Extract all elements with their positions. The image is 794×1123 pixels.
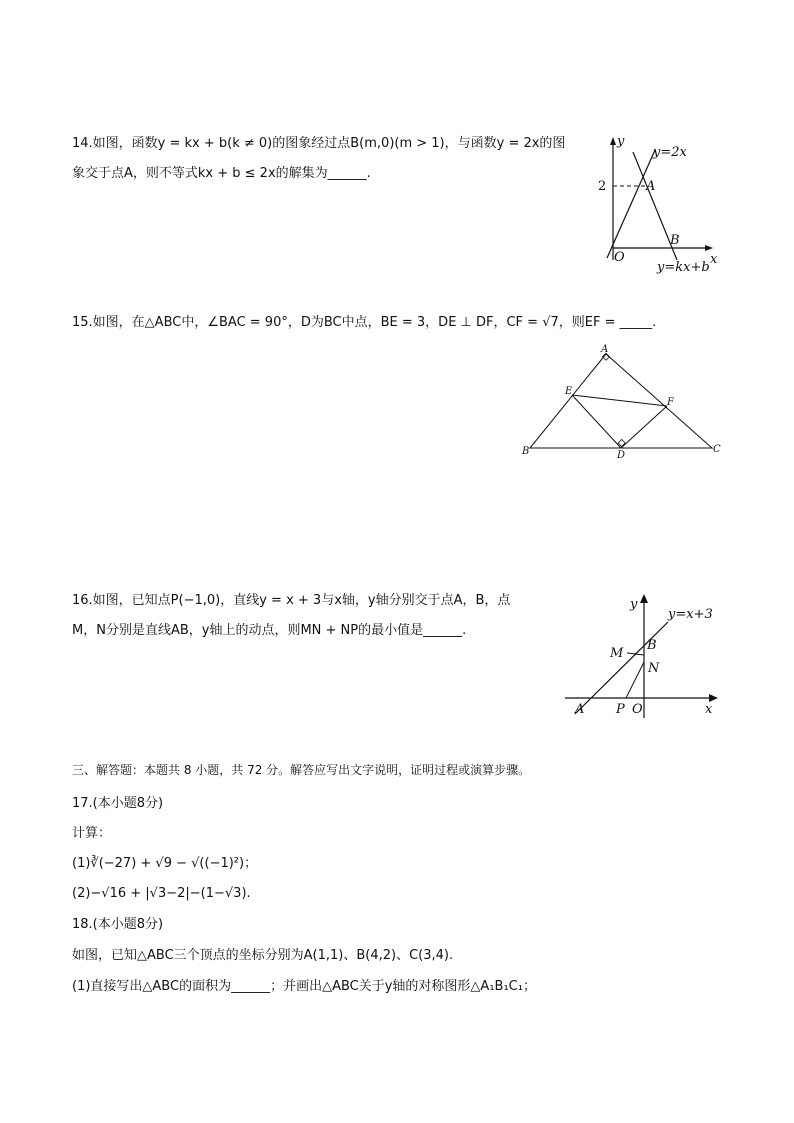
q15-text-line-1: 15.如图，在△ABC中，∠BAC = 90°，D为BC中点，BE = 3，DE ⊥ DF，CF = √7，则EF = _____. [72, 315, 657, 330]
q16-text-line-1: 16.如图，已知点P(−1,0)，直线y = x + 3与x轴，y轴分别交于点A，B，点 [72, 593, 511, 608]
q17-part-2: (2)−√16 + |√3−2|−(1−√3). [72, 886, 251, 901]
q18-part-1: (1)直接写出△ABC的面积为______；并画出△ABC关于y轴的对称图形△A₁B₁C₁； [72, 979, 536, 994]
q14-origin-label: O [614, 250, 625, 265]
q16-label-m: M [610, 646, 624, 661]
q16-figure [560, 590, 725, 720]
q14-tick-2: 2 [598, 179, 607, 194]
q16-y-label: y [630, 597, 638, 612]
q16-label-a: A [575, 702, 585, 717]
q14-text-line-1: 14.如图，函数y = kx + b(k ≠ 0)的图象经过点B(m,0)(m > 1)，与函数y = 2x的图 [72, 136, 566, 151]
q14-y-label: y [617, 134, 625, 149]
q15-label-d: D [617, 450, 626, 460]
section-3-heading: 三、解答题：本题共 8 小题，共 72 分。解答应写出文字说明，证明过程或演算步骤。 [72, 763, 531, 777]
q14-text-line-2: 象交于点A，则不等式kx + b ≤ 2x的解集为______. [72, 166, 371, 181]
q15-label-b: B [522, 446, 530, 457]
q16-x-label: x [705, 702, 713, 717]
q14-point-a: A [646, 179, 656, 194]
q15-label-f: F [667, 397, 674, 408]
q15-figure [512, 340, 727, 460]
q14-line1-label: y=2x [653, 145, 687, 160]
q15-label-e: E [565, 386, 573, 397]
q16-text-line-2: M，N分别是直线AB，y轴上的动点，则MN + NP的最小值是______. [72, 623, 467, 638]
q14-point-b: B [670, 233, 680, 248]
q16-label-p: P [616, 702, 625, 717]
q14-figure [585, 130, 725, 275]
q16-label-b: B [647, 638, 657, 653]
q16-label-n: N [648, 661, 660, 676]
q16-line-label: y=x+3 [668, 607, 713, 622]
q17-prompt: 计算： [72, 826, 112, 841]
q17-header: 17.(本小题8分) [72, 796, 164, 811]
q17-part-1: (1)∛(−27) + √9 − √((−1)²)； [72, 856, 258, 871]
q15-label-a: A [601, 344, 609, 355]
line-y-2x [607, 150, 655, 258]
q18-header: 18.(本小题8分) [72, 917, 164, 932]
q15-label-c: C [713, 444, 721, 455]
q16-label-o: O [632, 702, 643, 717]
q14-x-label: x [710, 252, 718, 267]
q18-line-1: 如图，已知△ABC三个顶点的坐标分别为A(1,1)、B(4,2)、C(3,4). [72, 948, 454, 963]
q14-line2-label: y=kx+b [657, 260, 710, 275]
